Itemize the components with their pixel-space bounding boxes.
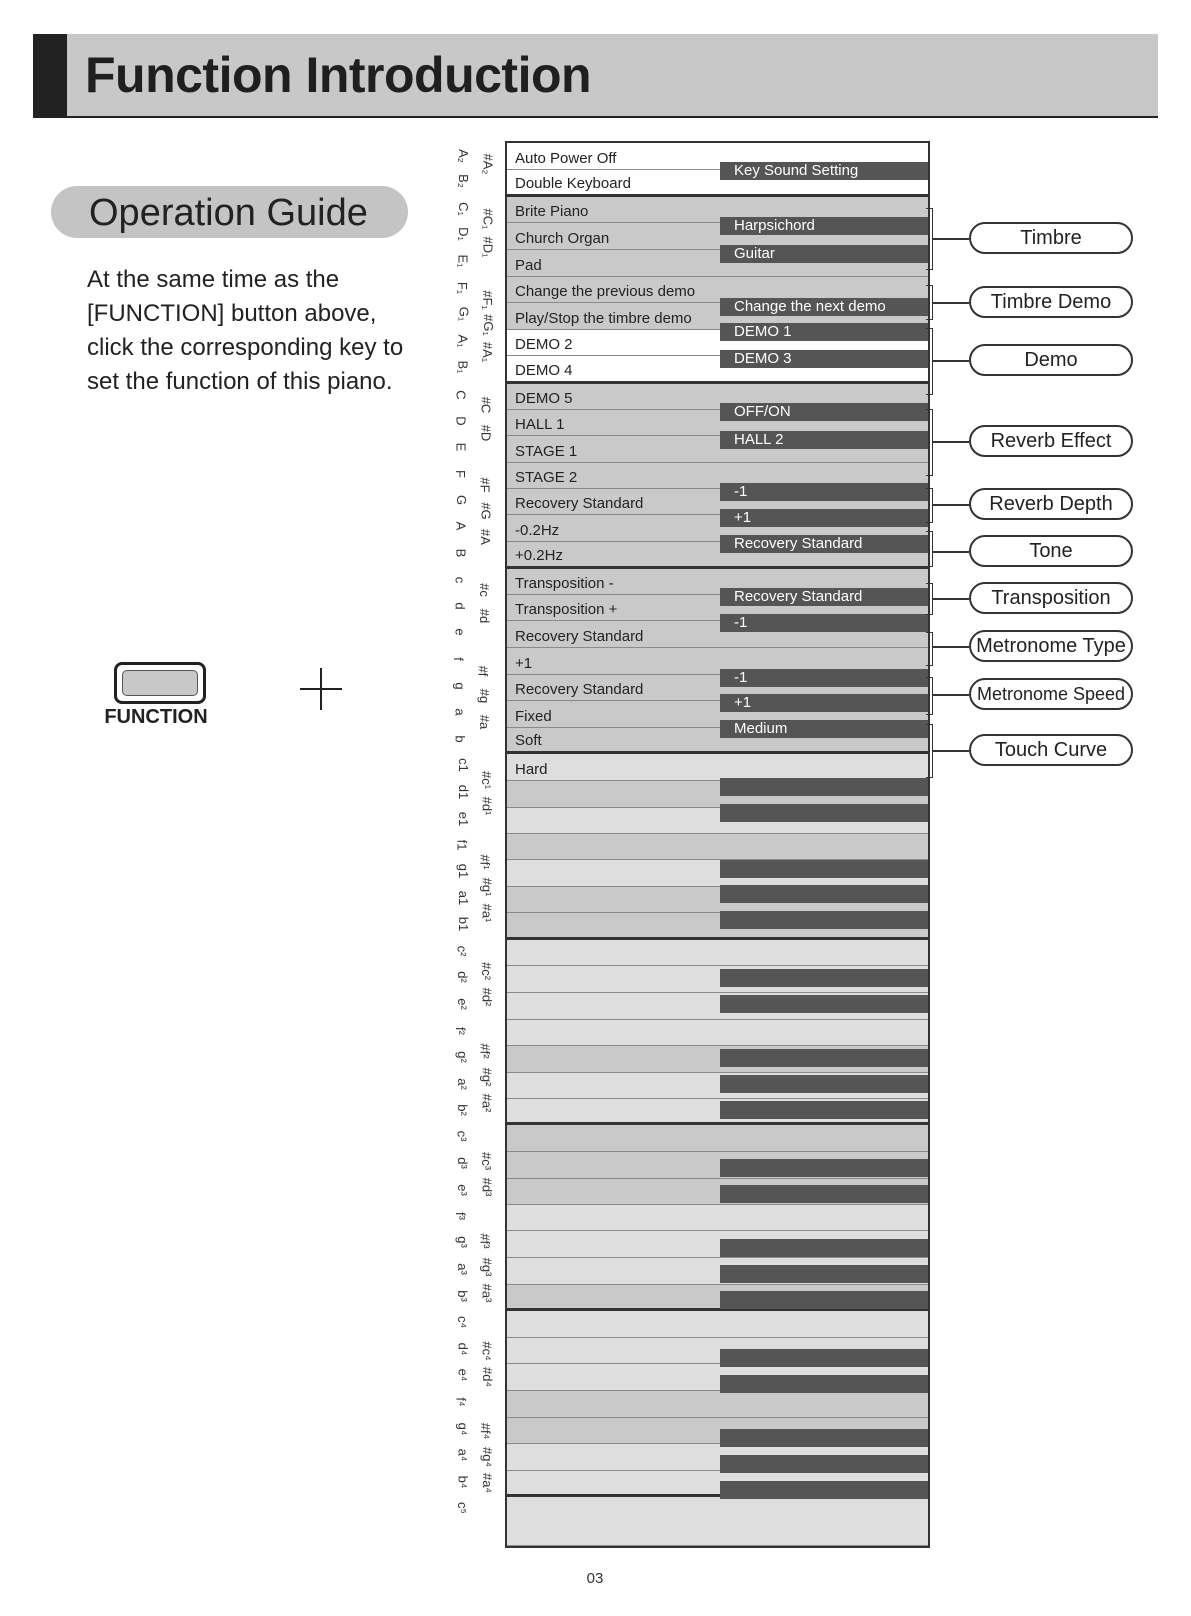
- note-label: a²: [454, 1078, 470, 1090]
- white-key: [507, 1311, 928, 1338]
- black-key: [720, 1349, 928, 1367]
- note-label: d1: [456, 784, 472, 800]
- black-key-function-label: Guitar: [734, 245, 775, 262]
- black-key: [720, 431, 928, 449]
- black-key: [720, 323, 928, 341]
- note-label: E: [453, 442, 469, 452]
- note-label: #f²: [477, 1043, 493, 1059]
- note-label: #g⁴: [480, 1446, 496, 1468]
- note-label: d⁴: [455, 1342, 471, 1356]
- note-label: #d⁴: [480, 1366, 496, 1388]
- white-key-function-label: Recovery Standard: [515, 495, 644, 512]
- note-label: C₁: [455, 202, 471, 216]
- white-key-function-label: Brite Piano: [515, 203, 589, 220]
- note-label: g: [452, 682, 468, 690]
- note-label: b1: [456, 916, 472, 932]
- category-bracket: [926, 677, 933, 715]
- black-key-function-label: Key Sound Setting: [734, 162, 859, 179]
- note-label: #a²: [479, 1093, 495, 1113]
- note-label: d: [452, 602, 468, 610]
- black-key-function-label: -1: [734, 669, 748, 686]
- white-key: [507, 1391, 928, 1418]
- note-label: b⁴: [455, 1475, 471, 1489]
- note-label: #F: [477, 477, 493, 493]
- note-label: #A: [477, 529, 493, 545]
- note-label: #d¹: [479, 796, 495, 816]
- note-label: #a¹: [479, 903, 495, 923]
- black-key: [720, 298, 928, 316]
- note-label: F₁: [455, 281, 471, 295]
- category-leader-line: [932, 360, 969, 362]
- note-label: a: [452, 708, 468, 716]
- category-leader-line: [932, 441, 969, 443]
- category-bracket: [926, 409, 933, 476]
- note-label: c: [452, 576, 468, 584]
- category-label: Transposition: [969, 582, 1133, 614]
- black-key: [720, 1265, 928, 1283]
- note-label: #g²: [479, 1067, 495, 1087]
- white-key-function-label: STAGE 1: [515, 443, 578, 460]
- note-label: #f¹: [477, 854, 493, 870]
- black-key: [720, 969, 928, 987]
- note-label: #a³: [479, 1283, 495, 1303]
- note-label: #c¹: [479, 770, 495, 790]
- note-label: a³: [454, 1263, 470, 1275]
- black-key-function-label: HALL 2: [734, 431, 784, 448]
- black-key: [720, 1049, 928, 1067]
- white-key-function-label: DEMO 5: [515, 390, 573, 407]
- category-bracket: [926, 328, 933, 395]
- note-label: f1: [454, 839, 470, 851]
- note-label: #d³: [479, 1177, 495, 1197]
- black-key-function-label: Change the next demo: [734, 298, 886, 315]
- note-label: c²: [454, 945, 470, 957]
- black-key: [720, 860, 928, 878]
- note-label: #G₁: [480, 314, 496, 336]
- black-key: [720, 1159, 928, 1177]
- black-key: [720, 1185, 928, 1203]
- note-label: b²: [454, 1104, 470, 1116]
- note-label: E₁: [455, 254, 471, 268]
- white-key-function-label: Fixed: [515, 708, 552, 725]
- note-label: c⁵: [454, 1502, 470, 1514]
- note-label: g²: [454, 1051, 470, 1063]
- section-heading-text: Operation Guide: [89, 192, 368, 234]
- white-key: [507, 754, 928, 781]
- note-label: #a⁴: [480, 1472, 496, 1494]
- black-key: [720, 588, 928, 606]
- category-label: Tone: [969, 535, 1133, 567]
- note-label: B: [453, 548, 469, 558]
- black-key: [720, 1075, 928, 1093]
- note-label: C: [453, 390, 469, 400]
- white-key: [507, 834, 928, 860]
- black-key-function-label: Medium: [734, 720, 788, 737]
- category-leader-line: [932, 504, 969, 506]
- black-key-function-label: DEMO 3: [734, 350, 792, 367]
- category-leader-line: [932, 302, 969, 304]
- white-key: [507, 940, 928, 966]
- white-key-function-label: Soft: [515, 732, 542, 749]
- note-label: #C₁: [480, 208, 496, 230]
- note-label: #A₂: [480, 153, 496, 175]
- white-key-function-label: HALL 1: [515, 416, 565, 433]
- note-label: e³: [454, 1184, 470, 1196]
- note-label: g³: [454, 1236, 470, 1248]
- function-button-label: FUNCTION: [104, 706, 208, 728]
- black-key-function-label: Harpsichord: [734, 217, 815, 234]
- white-key-function-label: Church Organ: [515, 230, 610, 247]
- note-label: d³: [454, 1157, 470, 1169]
- page-title: Function Introduction: [85, 47, 592, 103]
- white-key-function-label: Recovery Standard: [515, 628, 644, 645]
- note-label: A: [453, 521, 469, 531]
- note-label: f²: [452, 1027, 468, 1035]
- note-label: A₂: [455, 149, 471, 163]
- white-key: [507, 1020, 928, 1046]
- note-label: #D: [478, 424, 494, 442]
- note-label: #c: [476, 583, 492, 597]
- note-label: G: [454, 494, 470, 506]
- note-label: B₁: [455, 360, 471, 374]
- note-label: f⁴: [453, 1397, 469, 1407]
- note-label: a1: [456, 890, 472, 906]
- instruction-text: At the same time as the [FUNCTION] button above, click the corresponding key to set the function of this piano.: [87, 266, 404, 395]
- black-key: [720, 1375, 928, 1393]
- black-key: [720, 509, 928, 527]
- white-key-function-label: Auto Power Off: [515, 150, 617, 167]
- category-label: Demo: [969, 344, 1133, 376]
- black-key: [720, 162, 928, 180]
- note-label: e²: [454, 998, 470, 1010]
- note-label: #f⁴: [478, 1422, 494, 1440]
- black-key: [720, 483, 928, 501]
- white-key-function-label: Double Keyboard: [515, 175, 631, 192]
- white-key: [507, 1497, 928, 1546]
- note-label: #f³: [477, 1233, 493, 1249]
- black-key: [720, 1291, 928, 1309]
- black-key: [720, 1101, 928, 1119]
- category-label: Timbre: [969, 222, 1133, 254]
- note-label: f³: [452, 1212, 468, 1220]
- section-heading: [51, 186, 408, 238]
- note-label: #c³: [479, 1151, 495, 1171]
- note-label: g1: [456, 863, 472, 879]
- note-label: f: [450, 657, 466, 661]
- black-key: [720, 217, 928, 235]
- category-label: Touch Curve: [969, 734, 1133, 766]
- category-leader-line: [932, 551, 969, 553]
- category-leader-line: [932, 238, 969, 240]
- note-label: #D₁: [480, 236, 496, 258]
- note-label: A₁: [455, 334, 471, 348]
- note-label: #f: [475, 665, 491, 677]
- black-key: [720, 669, 928, 687]
- white-key: [507, 1205, 928, 1231]
- white-key-function-label: Hard: [515, 761, 548, 778]
- plus-icon-stem: [320, 668, 322, 710]
- note-label: a⁴: [455, 1448, 471, 1462]
- title-accent-block: [33, 34, 67, 116]
- note-label: d²: [454, 971, 470, 983]
- white-key-function-label: Transposition +: [515, 601, 618, 618]
- white-key-function-label: +0.2Hz: [515, 547, 563, 564]
- black-key-function-label: Recovery Standard: [734, 535, 863, 552]
- title-bar: [33, 34, 1158, 118]
- note-label: D: [453, 416, 469, 426]
- black-key: [720, 694, 928, 712]
- note-label: e1: [456, 811, 472, 827]
- black-key: [720, 535, 928, 553]
- category-label: Metronome Type: [969, 630, 1133, 662]
- category-bracket: [926, 632, 933, 666]
- note-label: b³: [454, 1290, 470, 1302]
- black-key-function-label: Recovery Standard: [734, 588, 863, 605]
- note-label: #F₁: [479, 290, 495, 310]
- category-bracket: [926, 531, 933, 567]
- white-key: [507, 1125, 928, 1152]
- black-key: [720, 350, 928, 368]
- note-label: #c²: [479, 961, 495, 981]
- black-key: [720, 1455, 928, 1473]
- note-label: #a: [477, 714, 493, 730]
- black-key: [720, 778, 928, 796]
- white-key-function-label: Play/Stop the timbre demo: [515, 310, 692, 327]
- white-key-function-label: +1: [515, 655, 533, 672]
- white-key-function-label: Transposition -: [515, 575, 614, 592]
- black-key-function-label: -1: [734, 614, 748, 631]
- function-button-icon: [114, 662, 206, 704]
- white-key-function-label: DEMO 2: [515, 336, 573, 353]
- black-key: [720, 614, 928, 632]
- black-key: [720, 911, 928, 929]
- note-label: b: [452, 735, 468, 743]
- category-bracket: [926, 488, 933, 523]
- black-key: [720, 245, 928, 263]
- white-key-function-label: STAGE 2: [515, 469, 578, 486]
- category-leader-line: [932, 750, 969, 752]
- note-label: #C: [478, 396, 494, 414]
- category-leader-line: [932, 598, 969, 600]
- category-label: Reverb Effect: [969, 425, 1133, 457]
- piano-keyboard: [505, 141, 930, 1548]
- black-key-function-label: +1: [734, 509, 752, 526]
- category-label: Metronome Speed: [969, 678, 1133, 710]
- white-key-function-label: Pad: [515, 257, 542, 274]
- black-key-function-label: OFF/ON: [734, 403, 791, 420]
- category-label: Reverb Depth: [969, 488, 1133, 520]
- black-key: [720, 1239, 928, 1257]
- note-label: #g: [477, 688, 493, 704]
- black-key: [720, 995, 928, 1013]
- black-key: [720, 804, 928, 822]
- note-label: G₁: [456, 306, 472, 322]
- category-leader-line: [932, 646, 969, 648]
- note-label: #A₁: [480, 341, 496, 363]
- note-label: #c⁴: [479, 1341, 495, 1361]
- note-label: #G: [478, 502, 494, 520]
- note-label: c³: [454, 1130, 470, 1142]
- white-key-function-label: Change the previous demo: [515, 283, 696, 300]
- black-key-function-label: +1: [734, 694, 752, 711]
- white-key-function-label: -0.2Hz: [515, 522, 560, 539]
- black-key-function-label: -1: [734, 483, 748, 500]
- note-label: #g¹: [479, 877, 495, 897]
- note-label: F: [452, 470, 468, 478]
- category-label: Timbre Demo: [969, 286, 1133, 318]
- black-key: [720, 885, 928, 903]
- note-label: D₁: [455, 227, 471, 241]
- white-key-function-label: Recovery Standard: [515, 681, 644, 698]
- note-label: e: [452, 628, 468, 636]
- black-key-function-label: DEMO 1: [734, 323, 792, 340]
- page-number: 03: [586, 1570, 604, 1587]
- black-key: [720, 720, 928, 738]
- note-label: c1: [455, 758, 471, 772]
- black-key: [720, 403, 928, 421]
- note-label: g⁴: [455, 1422, 471, 1436]
- category-leader-line: [932, 694, 969, 696]
- note-label: c⁴: [455, 1315, 471, 1329]
- note-label: #d: [477, 608, 493, 624]
- white-key-function-label: DEMO 4: [515, 362, 573, 379]
- black-key: [720, 1429, 928, 1447]
- black-key: [720, 1481, 928, 1499]
- note-label: #g³: [479, 1257, 495, 1277]
- note-label: e⁴: [455, 1368, 471, 1382]
- note-label: B₂: [455, 174, 471, 188]
- note-label: #d²: [479, 987, 495, 1007]
